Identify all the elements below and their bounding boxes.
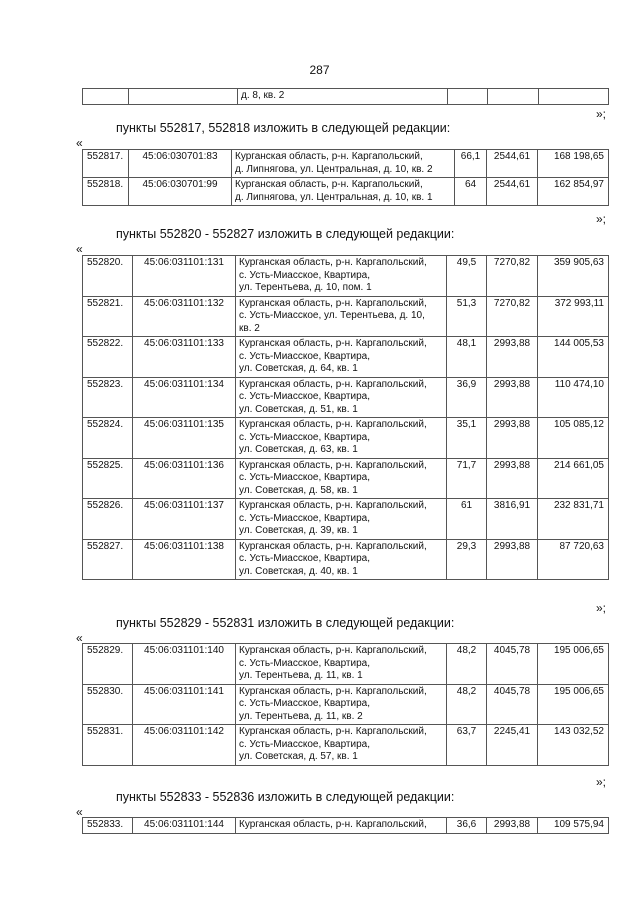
table-row	[83, 418, 609, 459]
cell-value: 195 006,65	[538, 684, 609, 725]
cell-address	[236, 725, 447, 766]
address-line: с. Усть-Миасское, ул. Терентьева, д. 10,	[239, 310, 425, 321]
cell-rate: 2993,88	[487, 458, 538, 499]
address-line: ул. Советская, д. 58, кв. 1	[239, 484, 358, 496]
cell-number: 552825.	[83, 458, 133, 499]
cell-number: 552831.	[83, 725, 133, 766]
cell-address	[236, 539, 447, 580]
section-table	[82, 149, 609, 206]
address-line: ул. Советская, д. 51, кв. 1	[239, 403, 358, 415]
address-line: Курганская область, р-н. Каргапольский,	[239, 257, 427, 268]
address-line: с. Усть-Миасское, Квартира,	[239, 553, 371, 564]
address-line: д. Липнягова, ул. Центральная, д. 10, кв. 1	[235, 191, 433, 203]
cell-rate: 2544,61	[487, 150, 538, 178]
cell-area: 64	[455, 178, 487, 206]
table-row	[83, 377, 609, 418]
cell-value: 87 720,63	[538, 539, 609, 580]
closing-quote: »;	[596, 212, 607, 226]
table-row	[83, 818, 609, 834]
table-row	[83, 644, 609, 685]
cell-number: 552827.	[83, 539, 133, 580]
cell-address: д. 8, кв. 2	[238, 89, 448, 105]
table-row	[83, 150, 609, 178]
section-table	[82, 643, 609, 766]
cell-address	[236, 499, 447, 540]
address-line: Курганская область, р-н. Каргапольский,	[239, 819, 427, 830]
cell-value: 195 006,65	[538, 644, 609, 685]
address-line: с. Усть-Миасское, Квартира,	[239, 657, 371, 669]
cell-cadastral: 45:06:031101:133	[133, 337, 236, 378]
address-line: с. Усть-Миасское, Квартира,	[239, 698, 371, 709]
cell-rate: 2993,88	[487, 818, 538, 834]
address-line: д. Липнягова, ул. Центральная, д. 10, кв. 2	[235, 163, 433, 175]
cell-area	[448, 89, 488, 105]
table-row	[83, 337, 609, 378]
table-row	[83, 499, 609, 540]
address-line: с. Усть-Миасское, Квартира,	[239, 472, 371, 483]
address-line: ул. Советская, д. 40, кв. 1	[239, 565, 358, 577]
address-line: с. Усть-Миасское, Квартира,	[239, 350, 371, 362]
cell-rate: 2993,88	[487, 418, 538, 459]
address-line: Курганская область, р-н. Каргапольский,	[239, 338, 427, 349]
cell-number: 552821.	[83, 296, 133, 337]
address-line: ул. Советская, д. 63, кв. 1	[239, 444, 358, 455]
continuation-table	[82, 88, 609, 105]
section-table	[82, 817, 609, 834]
cell-address	[232, 178, 455, 206]
address-line: Курганская область, р-н. Каргапольский,	[239, 726, 427, 737]
address-line: Курганская область, р-н. Каргапольский,	[239, 297, 427, 309]
cell-rate: 7270,82	[487, 256, 538, 297]
opening-quote: «	[76, 805, 83, 819]
cell-address	[236, 256, 447, 297]
table-row	[83, 539, 609, 580]
cell-address	[236, 418, 447, 459]
cell-area: 48,1	[447, 337, 487, 378]
table-row	[83, 256, 609, 297]
address-line: с. Усть-Миасское, Квартира,	[239, 738, 371, 750]
address-line: Курганская область, р-н. Каргапольский,	[235, 179, 423, 190]
cell-cadastral: 45:06:031101:142	[133, 725, 236, 766]
table-row	[83, 296, 609, 337]
closing-quote: »;	[596, 601, 607, 615]
cell-area: 36,6	[447, 818, 487, 834]
cell-rate: 2245,41	[487, 725, 538, 766]
cell-value: 143 032,52	[538, 725, 609, 766]
address-line: ул. Советская, д. 57, кв. 1	[239, 751, 358, 762]
cell-address	[236, 296, 447, 337]
cell-cadastral: 45:06:031101:138	[133, 539, 236, 580]
address-line: ул. Терентьева, д. 10, пом. 1	[239, 282, 372, 293]
cell-area: 66,1	[455, 150, 487, 178]
cell-value: 372 993,11	[538, 296, 609, 337]
address-line: ул. Терентьева, д. 11, кв. 1	[239, 670, 363, 681]
closing-quote: »;	[596, 107, 607, 121]
cell-cadastral: 45:06:031101:132	[133, 296, 236, 337]
address-line: Курганская область, р-н. Каргапольский,	[239, 378, 427, 390]
table-row	[83, 458, 609, 499]
cell-cadastral: 45:06:030701:99	[129, 178, 232, 206]
cell-number: 552824.	[83, 418, 133, 459]
address-line: Курганская область, р-н. Каргапольский,	[239, 685, 427, 697]
cell-cadastral: 45:06:031101:136	[133, 458, 236, 499]
address-line: кв. 2	[239, 322, 260, 334]
cell-rate: 2993,88	[487, 377, 538, 418]
cell-value: 110 474,10	[538, 377, 609, 418]
cell-cadastral: 45:06:031101:141	[133, 684, 236, 725]
address-line: ул. Советская, д. 39, кв. 1	[239, 525, 358, 536]
address-line: Курганская область, р-н. Каргапольский,	[239, 419, 427, 430]
cell-number: 552820.	[83, 256, 133, 297]
cell-area: 35,1	[447, 418, 487, 459]
cell-address	[236, 684, 447, 725]
table-row	[83, 684, 609, 725]
cell-value: 214 661,05	[538, 458, 609, 499]
cell-value: 144 005,53	[538, 337, 609, 378]
address-line: с. Усть-Миасское, Квартира,	[239, 391, 371, 402]
cell-address	[236, 337, 447, 378]
closing-quote: »;	[596, 775, 607, 789]
cell-area: 63,7	[447, 725, 487, 766]
address-line: с. Усть-Миасское, Квартира,	[239, 431, 371, 443]
address-line: ул. Терентьева, д. 11, кв. 2	[239, 710, 363, 722]
cell-cadastral	[129, 89, 238, 105]
cell-area: 48,2	[447, 684, 487, 725]
address-line: Курганская область, р-н. Каргапольский,	[239, 645, 427, 656]
page-number: 287	[309, 63, 330, 77]
cell-area: 48,2	[447, 644, 487, 685]
opening-quote: «	[76, 631, 83, 645]
cell-address	[232, 150, 455, 178]
cell-value: 359 905,63	[538, 256, 609, 297]
cell-address	[236, 458, 447, 499]
cell-value: 109 575,94	[538, 818, 609, 834]
cell-area: 71,7	[447, 458, 487, 499]
cell-value: 168 198,65	[538, 150, 609, 178]
table-row	[83, 89, 609, 105]
cell-rate: 3816,91	[487, 499, 538, 540]
cell-value: 232 831,71	[538, 499, 609, 540]
cell-cadastral: 45:06:031101:135	[133, 418, 236, 459]
section-heading: пункты 552829 - 552831 изложить в следующей редакции:	[116, 616, 455, 630]
section-table	[82, 255, 609, 580]
cell-address	[236, 818, 447, 834]
cell-number: 552833.	[83, 818, 133, 834]
cell-area: 61	[447, 499, 487, 540]
cell-number: 552829.	[83, 644, 133, 685]
cell-rate: 4045,78	[487, 644, 538, 685]
cell-rate: 2544,61	[487, 178, 538, 206]
section-heading: пункты 552820 - 552827 изложить в следующей редакции:	[116, 227, 455, 241]
cell-rate: 2993,88	[487, 539, 538, 580]
cell-rate: 7270,82	[487, 296, 538, 337]
cell-cadastral: 45:06:031101:144	[133, 818, 236, 834]
cell-address	[236, 377, 447, 418]
address-line: с. Усть-Миасское, Квартира,	[239, 269, 371, 281]
cell-cadastral: 45:06:031101:137	[133, 499, 236, 540]
cell-cadastral: 45:06:030701:83	[129, 150, 232, 178]
cell-rate: 2993,88	[487, 337, 538, 378]
address-line: ул. Советская, д. 64, кв. 1	[239, 363, 358, 374]
address-line: Курганская область, р-н. Каргапольский,	[239, 500, 427, 511]
cell-number: 552823.	[83, 377, 133, 418]
cell-number: 552830.	[83, 684, 133, 725]
cell-number: 552826.	[83, 499, 133, 540]
address-line: Курганская область, р-н. Каргапольский,	[239, 459, 427, 471]
cell-cadastral: 45:06:031101:134	[133, 377, 236, 418]
address-line: Курганская область, р-н. Каргапольский,	[239, 540, 427, 552]
cell-area: 36,9	[447, 377, 487, 418]
cell-cadastral: 45:06:031101:131	[133, 256, 236, 297]
cell-rate	[488, 89, 539, 105]
address-line: Курганская область, р-н. Каргапольский,	[235, 151, 423, 162]
cell-address	[236, 644, 447, 685]
table-row	[83, 725, 609, 766]
cell-value	[539, 89, 609, 105]
cell-number: 552822.	[83, 337, 133, 378]
section-heading: пункты 552817, 552818 изложить в следующей редакции:	[116, 121, 451, 135]
cell-value: 162 854,97	[538, 178, 609, 206]
cell-number: 552817.	[83, 150, 129, 178]
table-row	[83, 178, 609, 206]
cell-area: 51,3	[447, 296, 487, 337]
cell-rate: 4045,78	[487, 684, 538, 725]
cell-area: 49,5	[447, 256, 487, 297]
opening-quote: «	[76, 136, 83, 150]
address-line: с. Усть-Миасское, Квартира,	[239, 512, 371, 524]
opening-quote: «	[76, 242, 83, 256]
cell-number: 552818.	[83, 178, 129, 206]
cell-number	[83, 89, 129, 105]
cell-value: 105 085,12	[538, 418, 609, 459]
section-heading: пункты 552833 - 552836 изложить в следующей редакции:	[116, 790, 455, 804]
cell-cadastral: 45:06:031101:140	[133, 644, 236, 685]
cell-area: 29,3	[447, 539, 487, 580]
